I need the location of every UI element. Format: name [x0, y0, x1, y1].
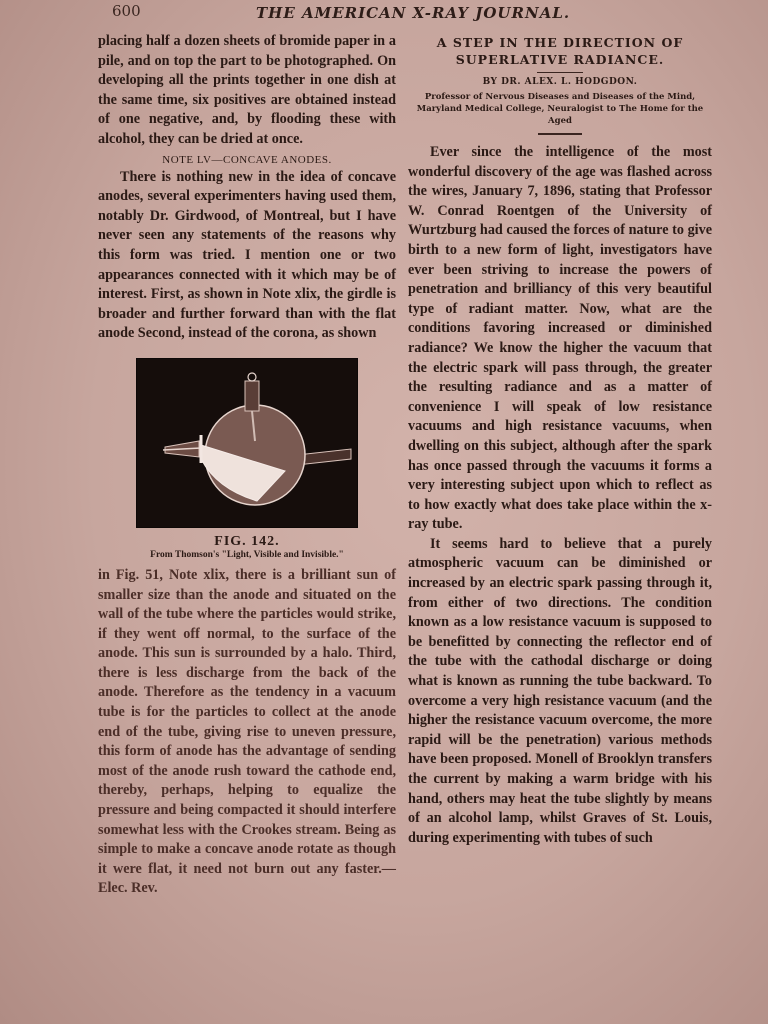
paragraph-concave-anodes: There is nothing new in the idea of concave anodes, several experimenters having used them, notably Dr. Girdwood, of Montreal, but I have never seen any statements of the reasons why this form was tried. I mention one or two appearances connected with it which may be of interest. First, as shown in Note xlix, the girdle is broader and further forward than with the flat anode Second, instead of the corona, as shown: [98, 168, 396, 342]
figure-x-ray-tube: [136, 358, 358, 528]
x-ray-tube-illustration: [137, 359, 357, 527]
paragraph-brilliant-sun: in Fig. 51, Note xlix, there is a brilliant sun of smaller size than the anode and situated on the wall of the tube where the particles would strike, if they went off normal, to the surface of the anode. This sun is surrounded by a halo. Third, there is less discharge from the back of the anode. Therefore as the tendency in a vacuum tube is for the particles to collect at the anode end of the tube, giving rise to uneven pressure, this form of anode has the advantage of sending most of the anode rush toward the cathode end, thereby, perhaps, helping to equalize the pressure and being compacted it should interfere somewhat less with the Crookes stream. Being as simple to make a concave anode rotate as though it were flat, it need not burn out any faster.—Elec. Rev.: [98, 566, 396, 897]
paragraph-atmospheric-vacuum: It seems hard to believe that a purely atmospheric vacuum can be diminished or increased by an electric spark passing through it, from either of two directions. The condition known as a low resistance vacuum is supposed to be benefitted by connecting the reflector end of the tube with the cathodal discharge or doing what is known as running the tube backward. To overcome a very high resistance vacuum (and the higher the resistance vacuum overcome, the more rapid will be the penetration) various methods have been proposed. Monell of Brooklyn transfers the current by making a warm bridge with his hand, others may heat the tube slightly by means of an alcohol lamp, whilst Graves of St. Louis, during experimenting with tubes of such: [408, 535, 712, 846]
byline-rule: [538, 133, 582, 135]
right-column: [408, 32, 712, 848]
journal-title: THE AMERICAN X-RAY JOURNAL.: [256, 4, 571, 22]
author-byline: BY DR. ALEX. L. HODGDON.: [482, 77, 638, 87]
left-column: [98, 32, 396, 899]
note-heading: NOTE LV—CONCAVE ANODES.: [162, 153, 332, 166]
page-number: 600: [112, 2, 141, 20]
author-affiliation: Professor of Nervous Diseases and Diseases of the Mind, Maryland Medical College, Neuralogist to The Home for the Aged: [416, 92, 704, 126]
running-header: [0, 2, 768, 28]
title-rule: [537, 72, 583, 73]
article-title: A STEP IN THE DIRECTION OF SUPERLATIVE RADIANCE.: [436, 35, 684, 67]
paragraph-roentgen-discovery: Ever since the intelligence of the most wonderful discovery of the age was flashed across the wires, January 7, 1896, stating that Professor W. Conrad Roentgen of the University of Wurtzburg had caused the forces of nature to give birth to a new form of light, investigators have ever been striving to increase the powers of penetration and brilliancy of this very beautiful type of radiant matter. Now, what are the conditions favoring increased or diminished radiance? We know the higher the vacuum that the electric spark will pass through, the greater the resulting radiance and as a matter of convenience I will speak of low resistance vacuums and high resistance vacuums, when dwelling on this subject, although after the spark has once passed through the vacuums it forms a very interesting subject upon which to reflect as to how exactly what does take place within the x-ray tube.: [408, 144, 712, 533]
figure-source: From Thomson's "Light, Visible and Invisible.": [150, 549, 344, 560]
figure-caption: FIG. 142.: [214, 533, 280, 549]
paragraph-bromide-prints: placing half a dozen sheets of bromide paper in a pile, and on top the part to be photographed. On developing all the prints together in one dish at the same time, six positives are obtained instead of one negative, and, by flooding these with alcohol, they can be dried at once.: [98, 33, 396, 147]
